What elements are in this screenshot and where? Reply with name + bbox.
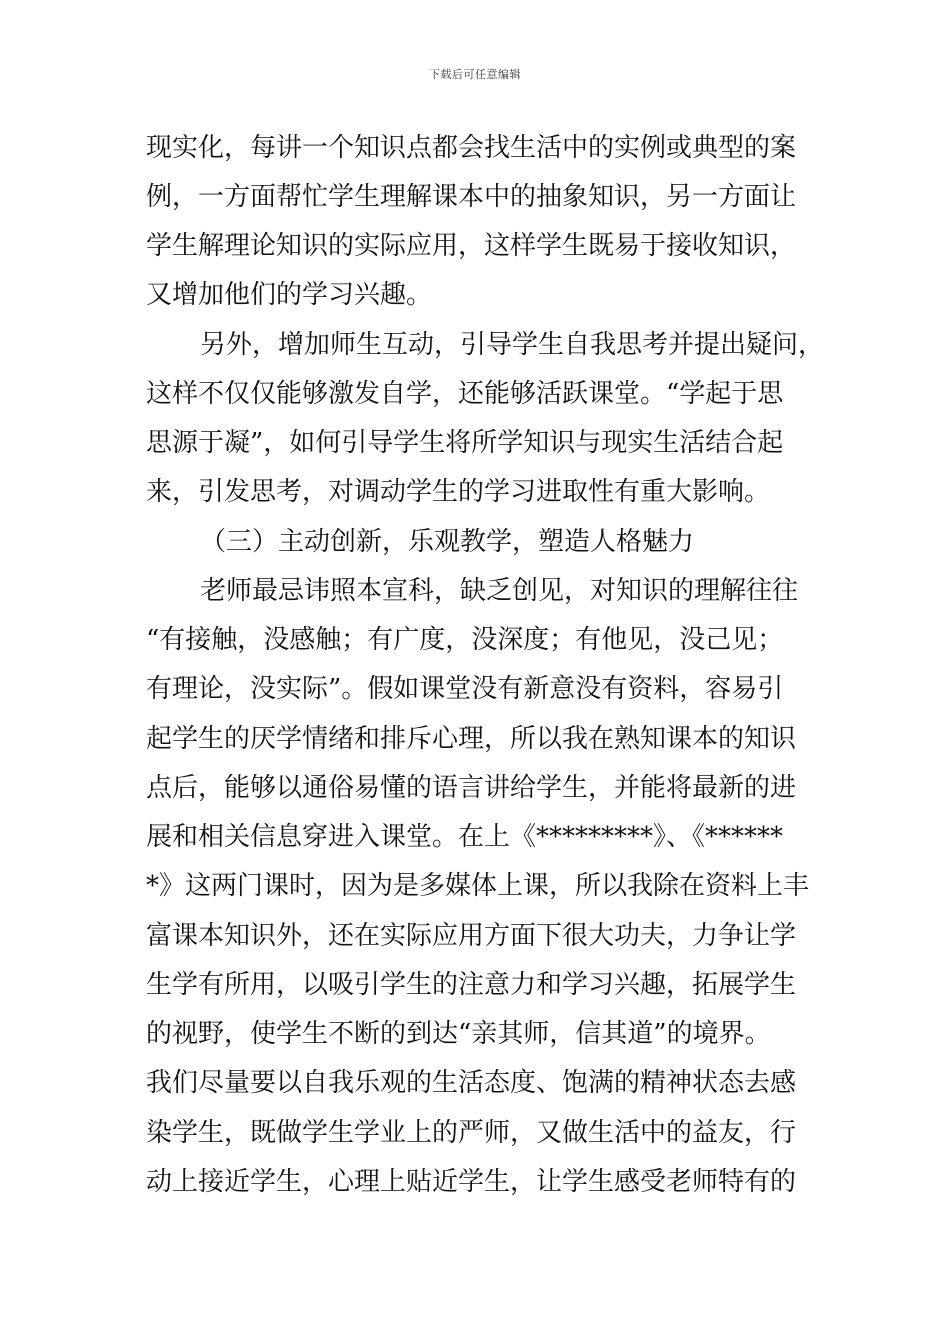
text-line: 展和相关信息穿进入课堂。在上《*********》、《****** <box>146 822 784 852</box>
section-heading: （三）主动创新，乐观教学，塑造人格魅力 <box>200 527 695 557</box>
text-line: 又增加他们的学习兴趣。 <box>146 280 433 310</box>
text-line: 起学生的厌学情绪和排斥心理，所以我在熟知课本的知识 <box>146 724 797 754</box>
paragraph-first-line: 老师最忌讳照本宣科，缺乏创见，对知识的理解往往 <box>200 576 799 606</box>
text-line: 来，引发思考，对调动学生的学习进取性有重大影响。 <box>146 477 771 507</box>
text-line: 我们尽量要以自我乐观的生活态度、饱满的精神状态去感 <box>146 1068 797 1098</box>
paragraph-first-line: 另外，增加师生互动，引导学生自我思考并提出疑问， <box>200 330 825 360</box>
text-line: 染学生，既做学生学业上的严师，又做生活中的益友，行 <box>146 1118 797 1148</box>
text-line: 现实化，每讲一个知识点都会找生活中的实例或典型的案 <box>146 133 797 163</box>
text-line: 富课本知识外，还在实际应用方面下很大功夫，力争让学 <box>146 921 797 951</box>
text-line: 学生解理论知识的实际应用，这样学生既易于接收知识， <box>146 231 797 261</box>
text-line: 有理论，没实际”。假如课堂没有新意没有资料，容易引 <box>146 674 784 704</box>
text-line: 动上接近学生，心理上贴近学生，让学生感受老师特有的 <box>146 1167 797 1197</box>
text-line: 这样不仅仅能够激发自学，还能够活跃课堂。“学起于思 <box>146 379 784 409</box>
text-line: 的视野，使学生不断的到达“亲其师，信其道”的境界。 <box>146 1019 771 1049</box>
text-line: 点后，能够以通俗易懂的语言讲给学生，并能将最新的进 <box>146 773 797 803</box>
text-line: *》这两门课时，因为是多媒体上课，所以我除在资料上丰 <box>146 871 810 901</box>
text-line: 例，一方面帮忙学生理解课本中的抽象知识，另一方面让 <box>146 182 797 212</box>
text-line: 思源于凝”，如何引导学生将所学知识与现实生活结合起 <box>146 428 784 458</box>
page-header: 下载后可任意编辑 <box>429 68 521 81</box>
text-line: 生学有所用，以吸引学生的注意力和学习兴趣，拓展学生 <box>146 970 797 1000</box>
text-line: “有接触，没感触；有广度，没深度；有他见，没己见； <box>146 625 784 655</box>
